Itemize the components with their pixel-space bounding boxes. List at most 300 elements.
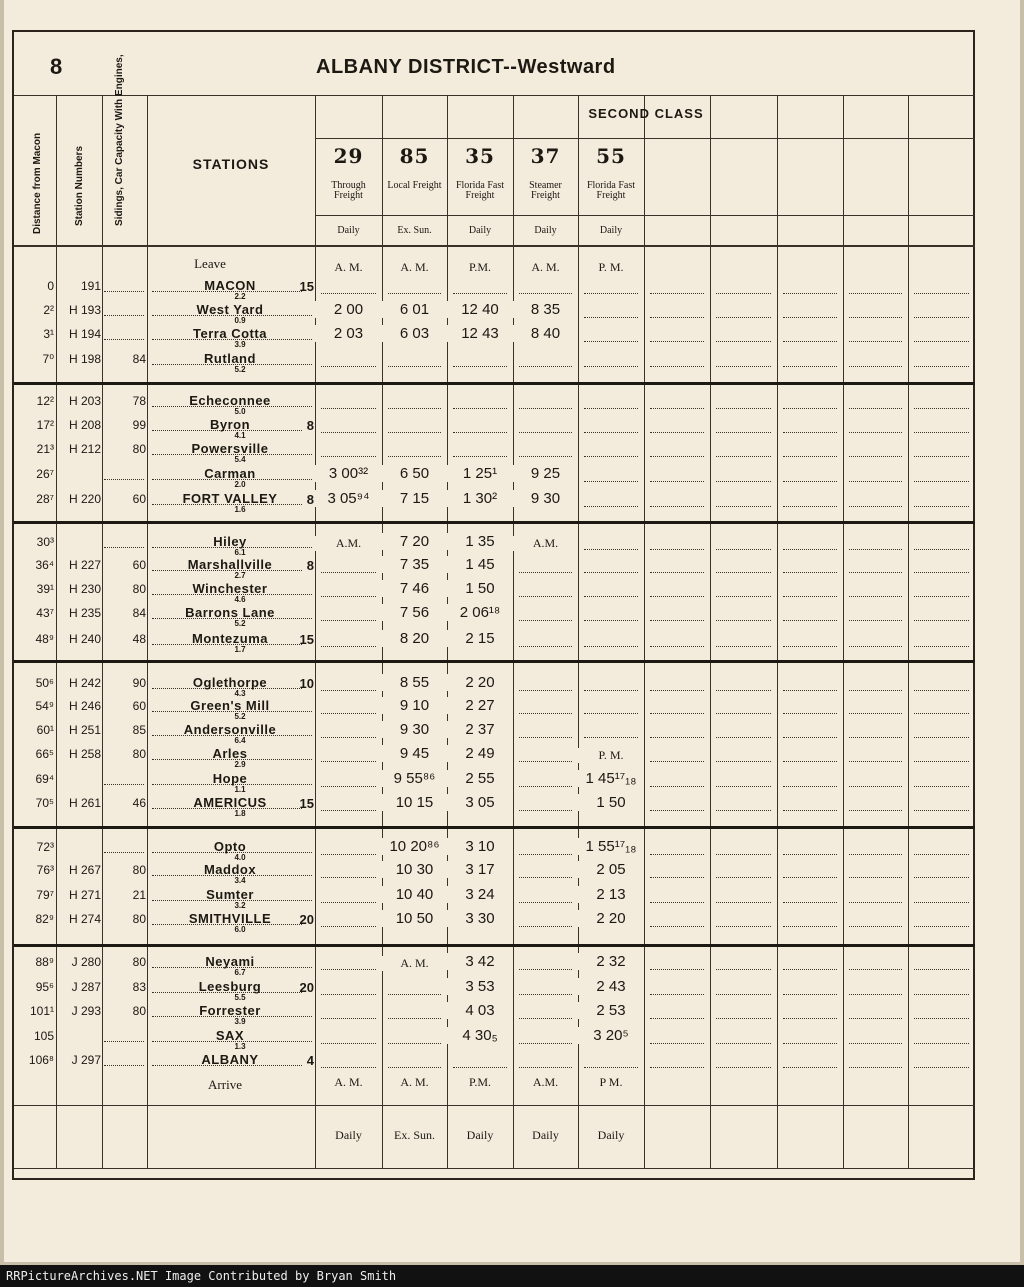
schedule-time: 10 50 xyxy=(382,910,447,927)
dotted-leader xyxy=(650,810,704,811)
dotted-leader xyxy=(849,572,902,573)
footer-frequency: Ex. Sun. xyxy=(393,1128,435,1142)
dotted-leader xyxy=(519,969,572,970)
segment-distance: 6.0 xyxy=(234,925,246,934)
sidings-cell: 80 xyxy=(104,442,146,456)
segment-distance: 5.0 xyxy=(234,407,246,416)
dotted-leader xyxy=(321,572,376,573)
dotted-leader xyxy=(783,994,837,995)
dotted-leader xyxy=(650,854,704,855)
distance-cell: 69⁴ xyxy=(35,772,54,786)
station-name: Forrester xyxy=(199,1003,261,1018)
header-rule xyxy=(14,95,975,96)
dotted-leader xyxy=(650,761,704,762)
dotted-leader xyxy=(914,1043,969,1044)
train-frequency: Ex. Sun. xyxy=(397,225,432,236)
dotted-leader xyxy=(914,317,969,318)
dotted-leader xyxy=(914,1018,969,1019)
dotted-leader xyxy=(783,786,837,787)
dotted-leader xyxy=(716,810,771,811)
schedule-time: 1 55¹⁷₁₈ xyxy=(578,838,644,855)
station-name: Sumter xyxy=(206,887,254,902)
dotted-leader xyxy=(849,432,902,433)
dotted-leader xyxy=(716,456,771,457)
dotted-leader xyxy=(650,481,704,482)
dotted-leader xyxy=(321,969,376,970)
distance-cell: 82⁹ xyxy=(35,912,54,926)
segment-distance: 4.0 xyxy=(234,853,246,862)
section-rule xyxy=(14,521,975,524)
team-track-capacity: 20 xyxy=(299,912,314,927)
distance-cell: 105 xyxy=(33,1029,54,1043)
segment-distance: 1.3 xyxy=(234,1042,246,1051)
sidings-cell: 60 xyxy=(104,492,146,506)
segment-distance: 5.4 xyxy=(234,455,246,464)
dotted-leader xyxy=(914,1067,969,1068)
train-frequency: Daily xyxy=(468,225,492,236)
schedule-time: 3 00³² xyxy=(315,465,382,482)
segment-distance: 5.2 xyxy=(234,712,246,721)
dotted-leader xyxy=(104,784,144,785)
dotted-leader xyxy=(519,572,572,573)
header-rule xyxy=(14,245,975,247)
segment-distance: 4.3 xyxy=(234,689,246,698)
station-number-cell: J 297 xyxy=(71,1053,101,1067)
schedule-time: 2 32 xyxy=(578,953,644,970)
dotted-leader xyxy=(849,549,902,550)
team-track-capacity: 15 xyxy=(299,279,314,294)
station-number-cell: H 230 xyxy=(68,582,101,596)
dotted-leader xyxy=(519,994,572,995)
schedule-time: 3 05 xyxy=(447,794,513,811)
page-title: ALBANY DISTRICT--Westward xyxy=(316,56,616,78)
dotted-leader xyxy=(321,994,376,995)
station-name: Echeconnee xyxy=(189,393,271,408)
dotted-leader xyxy=(716,854,771,855)
dotted-leader xyxy=(584,646,638,647)
distance-cell: 72³ xyxy=(36,840,54,854)
schedule-time: 2 53 xyxy=(578,1002,644,1019)
dotted-leader xyxy=(519,690,572,691)
station-number-cell: H 258 xyxy=(68,747,101,761)
schedule-time: 10 30 xyxy=(382,861,447,878)
sidings-cell: 78 xyxy=(104,394,146,408)
train-number: 35 xyxy=(465,144,495,168)
dotted-leader xyxy=(388,1067,441,1068)
team-track-capacity: 8 xyxy=(306,418,314,433)
dotted-leader xyxy=(914,854,969,855)
column-rule xyxy=(513,95,514,1168)
leave-ampm: P.M. xyxy=(468,260,491,274)
dotted-leader xyxy=(584,317,638,318)
schedule-time: 4 03 xyxy=(447,1002,513,1019)
schedule-time: 3 20⁵ xyxy=(578,1027,644,1044)
team-track-capacity: 8 xyxy=(306,492,314,507)
segment-distance: 6.1 xyxy=(234,548,246,557)
schedule-time: 10 15 xyxy=(382,794,447,811)
dotted-leader xyxy=(783,877,837,878)
leave-label: Leave xyxy=(194,256,226,271)
station-name: Hope xyxy=(212,771,248,786)
distance-cell: 60¹ xyxy=(36,723,54,737)
dotted-leader xyxy=(321,596,376,597)
dotted-leader xyxy=(519,1067,572,1068)
dotted-leader xyxy=(914,456,969,457)
schedule-time: 8 40 xyxy=(513,325,578,342)
dotted-leader xyxy=(519,456,572,457)
dotted-leader xyxy=(914,761,969,762)
dotted-leader xyxy=(321,926,376,927)
dotted-leader xyxy=(849,456,902,457)
dotted-leader xyxy=(849,1043,902,1044)
dotted-leader xyxy=(849,293,902,294)
dotted-leader xyxy=(104,1041,144,1042)
arrive-ampm: P.M. xyxy=(468,1075,491,1089)
dotted-leader xyxy=(519,620,572,621)
sidings-cell: 80 xyxy=(104,582,146,596)
station-name: Terra Cotta xyxy=(193,326,267,341)
dotted-leader xyxy=(453,366,507,367)
station-name: Oglethorpe xyxy=(192,675,268,690)
dotted-leader xyxy=(914,341,969,342)
station-name: Arles xyxy=(212,746,248,761)
schedule-time: 1 35 xyxy=(447,533,513,550)
sidings-cell: 84 xyxy=(104,352,146,366)
dotted-leader xyxy=(650,1043,704,1044)
dotted-leader xyxy=(914,596,969,597)
dotted-leader xyxy=(519,1043,572,1044)
train-frequency: Daily xyxy=(337,225,360,236)
sidings-cell: 80 xyxy=(104,747,146,761)
dotted-leader xyxy=(914,293,969,294)
dotted-leader xyxy=(783,646,837,647)
dotted-leader xyxy=(716,506,771,507)
dotted-leader xyxy=(849,408,902,409)
schedule-time: 9 10 xyxy=(382,697,447,714)
dotted-leader xyxy=(584,366,638,367)
dotted-leader xyxy=(716,432,771,433)
dotted-leader xyxy=(650,596,704,597)
dotted-leader xyxy=(519,1018,572,1019)
train-number: 55 xyxy=(596,144,626,168)
dotted-leader xyxy=(849,1018,902,1019)
schedule-time: A.M. xyxy=(315,536,382,551)
schedule-time: 2 00 xyxy=(315,301,382,318)
column-rule xyxy=(644,95,645,1168)
dotted-leader xyxy=(849,994,902,995)
schedule-time: 2 20 xyxy=(447,674,513,691)
dotted-leader xyxy=(519,646,572,647)
station-name: SMITHVILLE xyxy=(188,911,272,926)
schedule-time: 3 24 xyxy=(447,886,513,903)
leave-ampm: A. M. xyxy=(334,260,363,274)
dotted-leader xyxy=(783,854,837,855)
sidings-cell: 85 xyxy=(104,723,146,737)
dotted-leader xyxy=(849,737,902,738)
dotted-leader xyxy=(849,341,902,342)
station-name: MACON xyxy=(204,278,256,293)
segment-distance: 3.4 xyxy=(234,876,246,885)
dotted-leader xyxy=(321,366,376,367)
dotted-leader xyxy=(849,366,902,367)
dotted-leader xyxy=(584,690,638,691)
dotted-leader xyxy=(849,1067,902,1068)
distance-cell: 21³ xyxy=(36,442,54,456)
schedule-time: 2 06¹⁸ xyxy=(447,604,513,621)
segment-distance: 1.8 xyxy=(234,809,246,818)
station-number-cell: H 212 xyxy=(68,442,101,456)
dotted-leader xyxy=(716,786,771,787)
dotted-leader xyxy=(519,926,572,927)
station-number-cell: J 293 xyxy=(71,1004,101,1018)
dotted-leader xyxy=(783,902,837,903)
sidings-cell: 46 xyxy=(104,796,146,810)
dotted-leader xyxy=(914,572,969,573)
dotted-leader xyxy=(519,596,572,597)
train-frequency: Daily xyxy=(599,225,623,236)
schedule-time: 6 50 xyxy=(382,465,447,482)
station-name: SAX xyxy=(215,1028,245,1043)
schedule-time: 3 10 xyxy=(447,838,513,855)
station-number-cell: H 274 xyxy=(68,912,101,926)
station-number-cell: H 193 xyxy=(68,303,101,317)
distance-cell: 2² xyxy=(43,303,54,317)
schedule-time: 12 40 xyxy=(447,301,513,318)
dotted-leader xyxy=(584,341,638,342)
schedule-time: 3 30 xyxy=(447,910,513,927)
dotted-leader xyxy=(584,596,638,597)
station-name: Byron xyxy=(209,417,251,432)
dotted-leader xyxy=(914,737,969,738)
distance-cell: 43⁷ xyxy=(36,606,54,620)
dotted-leader xyxy=(783,1018,837,1019)
dotted-leader xyxy=(584,293,638,294)
dotted-leader xyxy=(519,293,572,294)
dotted-leader xyxy=(783,620,837,621)
schedule-time: 6 03 xyxy=(382,325,447,342)
train-type: Local Freight xyxy=(387,180,442,191)
dotted-leader xyxy=(783,341,837,342)
dotted-leader xyxy=(914,786,969,787)
dotted-leader xyxy=(914,690,969,691)
arrive-ampm: A. M. xyxy=(334,1075,363,1089)
dotted-leader xyxy=(849,481,902,482)
schedule-time: 2 13 xyxy=(578,886,644,903)
segment-distance: 5.5 xyxy=(234,993,246,1002)
segment-distance: 3.9 xyxy=(234,1017,246,1026)
dotted-leader xyxy=(650,902,704,903)
dotted-leader xyxy=(849,690,902,691)
dotted-leader xyxy=(519,877,572,878)
dotted-leader xyxy=(650,690,704,691)
header-sidings: Sidings, Car Capacity With Engines, xyxy=(114,54,125,226)
segment-distance: 0.9 xyxy=(234,316,246,325)
dotted-leader xyxy=(584,408,638,409)
dotted-leader xyxy=(716,713,771,714)
dotted-leader xyxy=(716,761,771,762)
dotted-leader xyxy=(584,481,638,482)
distance-cell: 0 xyxy=(47,279,54,293)
sidings-cell: 84 xyxy=(104,606,146,620)
distance-cell: 50⁶ xyxy=(35,676,54,690)
segment-distance: 3.2 xyxy=(234,901,246,910)
footer-frequency: Daily xyxy=(466,1128,494,1142)
dotted-leader xyxy=(650,1018,704,1019)
dotted-leader xyxy=(104,339,144,340)
dotted-leader xyxy=(783,761,837,762)
header-station-numbers: Station Numbers xyxy=(74,145,85,226)
dotted-leader xyxy=(650,926,704,927)
dotted-leader xyxy=(650,1067,704,1068)
station-number-cell: H 220 xyxy=(68,492,101,506)
footer-frequency: Daily xyxy=(597,1128,625,1142)
column-rule xyxy=(777,95,778,1168)
dotted-leader xyxy=(849,317,902,318)
dotted-leader xyxy=(783,572,837,573)
dotted-leader xyxy=(783,317,837,318)
dotted-leader xyxy=(783,506,837,507)
dotted-leader xyxy=(716,317,771,318)
segment-distance: 1.7 xyxy=(234,645,246,654)
dotted-leader xyxy=(716,926,771,927)
schedule-time: 3 42 xyxy=(447,953,513,970)
dotted-leader xyxy=(321,810,376,811)
segment-distance: 2.7 xyxy=(234,571,246,580)
segment-distance: 2.0 xyxy=(234,480,246,489)
station-number-cell: H 194 xyxy=(68,327,101,341)
section-rule xyxy=(14,944,975,947)
team-track-capacity: 10 xyxy=(299,676,314,691)
segment-distance: 1.6 xyxy=(234,505,246,514)
schedule-time: 7 35 xyxy=(382,556,447,573)
station-name: West Yard xyxy=(196,302,264,317)
dotted-leader xyxy=(914,481,969,482)
team-track-capacity: 15 xyxy=(299,796,314,811)
leave-ampm: A. M. xyxy=(531,260,560,274)
schedule-time: 8 20 xyxy=(382,630,447,647)
dotted-leader xyxy=(650,456,704,457)
schedule-time: 3 53 xyxy=(447,978,513,995)
station-number-cell: H 235 xyxy=(68,606,101,620)
dotted-leader xyxy=(716,877,771,878)
dotted-leader xyxy=(519,902,572,903)
sidings-cell: 80 xyxy=(104,863,146,877)
dotted-leader xyxy=(650,877,704,878)
dotted-leader xyxy=(849,620,902,621)
schedule-time: 1 50 xyxy=(578,794,644,811)
section-rule xyxy=(14,660,975,663)
dotted-leader xyxy=(388,293,441,294)
dotted-leader xyxy=(716,620,771,621)
sidings-cell: 60 xyxy=(104,699,146,713)
dotted-leader xyxy=(914,926,969,927)
dotted-leader xyxy=(650,646,704,647)
dotted-leader xyxy=(584,737,638,738)
arrive-ampm: A. M. xyxy=(400,1075,429,1089)
dotted-leader xyxy=(104,1065,144,1066)
dotted-leader xyxy=(783,596,837,597)
station-number-cell: H 271 xyxy=(68,888,101,902)
section-rule xyxy=(14,382,975,385)
header-rule xyxy=(315,215,975,216)
dotted-leader xyxy=(453,432,507,433)
distance-cell: 88⁹ xyxy=(35,955,54,969)
segment-distance: 4.6 xyxy=(234,595,246,604)
schedule-time: 1 50 xyxy=(447,580,513,597)
segment-distance: 2.9 xyxy=(234,760,246,769)
schedule-time: 2 49 xyxy=(447,745,513,762)
dotted-leader xyxy=(650,969,704,970)
dotted-leader xyxy=(914,366,969,367)
dotted-leader xyxy=(650,366,704,367)
arrive-ampm: A.M. xyxy=(532,1075,559,1089)
dotted-leader xyxy=(849,969,902,970)
dotted-leader xyxy=(321,786,376,787)
dotted-leader xyxy=(321,1067,376,1068)
dotted-leader xyxy=(321,456,376,457)
station-name: Andersonville xyxy=(183,722,277,737)
segment-distance: 2.2 xyxy=(234,292,246,301)
schedule-time: A.M. xyxy=(513,536,578,551)
schedule-time: 1 30² xyxy=(447,490,513,507)
sidings-cell: 21 xyxy=(104,888,146,902)
distance-cell: 39¹ xyxy=(36,582,54,596)
station-name: AMERICUS xyxy=(193,795,267,810)
schedule-time: 1 25¹ xyxy=(447,465,513,482)
distance-cell: 95⁶ xyxy=(35,980,54,994)
dotted-leader xyxy=(914,432,969,433)
dotted-leader xyxy=(321,408,376,409)
dotted-leader xyxy=(914,994,969,995)
station-number-cell: H 242 xyxy=(68,676,101,690)
station-number-cell: H 240 xyxy=(68,632,101,646)
station-name: Rutland xyxy=(204,351,256,366)
dotted-leader xyxy=(716,646,771,647)
distance-cell: 66⁵ xyxy=(35,747,54,761)
dotted-leader xyxy=(914,408,969,409)
dotted-leader xyxy=(716,366,771,367)
dotted-leader xyxy=(519,408,572,409)
dotted-leader xyxy=(104,479,144,480)
dotted-leader xyxy=(650,549,704,550)
dotted-leader xyxy=(650,713,704,714)
dotted-leader xyxy=(849,761,902,762)
station-name: Neyami xyxy=(205,954,255,969)
dotted-leader xyxy=(584,713,638,714)
sidings-cell: 99 xyxy=(104,418,146,432)
dotted-leader xyxy=(650,293,704,294)
dotted-leader xyxy=(783,713,837,714)
dotted-leader xyxy=(914,549,969,550)
train-frequency: Daily xyxy=(534,225,557,236)
dotted-leader xyxy=(716,1067,771,1068)
dotted-leader xyxy=(914,877,969,878)
station-name: Opto xyxy=(213,839,247,854)
schedule-time: 1 45¹⁷₁₈ xyxy=(578,770,644,787)
dotted-leader xyxy=(849,926,902,927)
dotted-leader xyxy=(783,366,837,367)
dotted-leader xyxy=(519,713,572,714)
distance-cell: 101¹ xyxy=(29,1004,54,1018)
dotted-leader xyxy=(716,994,771,995)
dotted-leader xyxy=(716,1043,771,1044)
schedule-time: 2 05 xyxy=(578,861,644,878)
dotted-leader xyxy=(650,506,704,507)
dotted-leader xyxy=(519,786,572,787)
train-number: 37 xyxy=(530,144,561,168)
schedule-time: A. M. xyxy=(382,956,447,971)
dotted-leader xyxy=(388,994,441,995)
